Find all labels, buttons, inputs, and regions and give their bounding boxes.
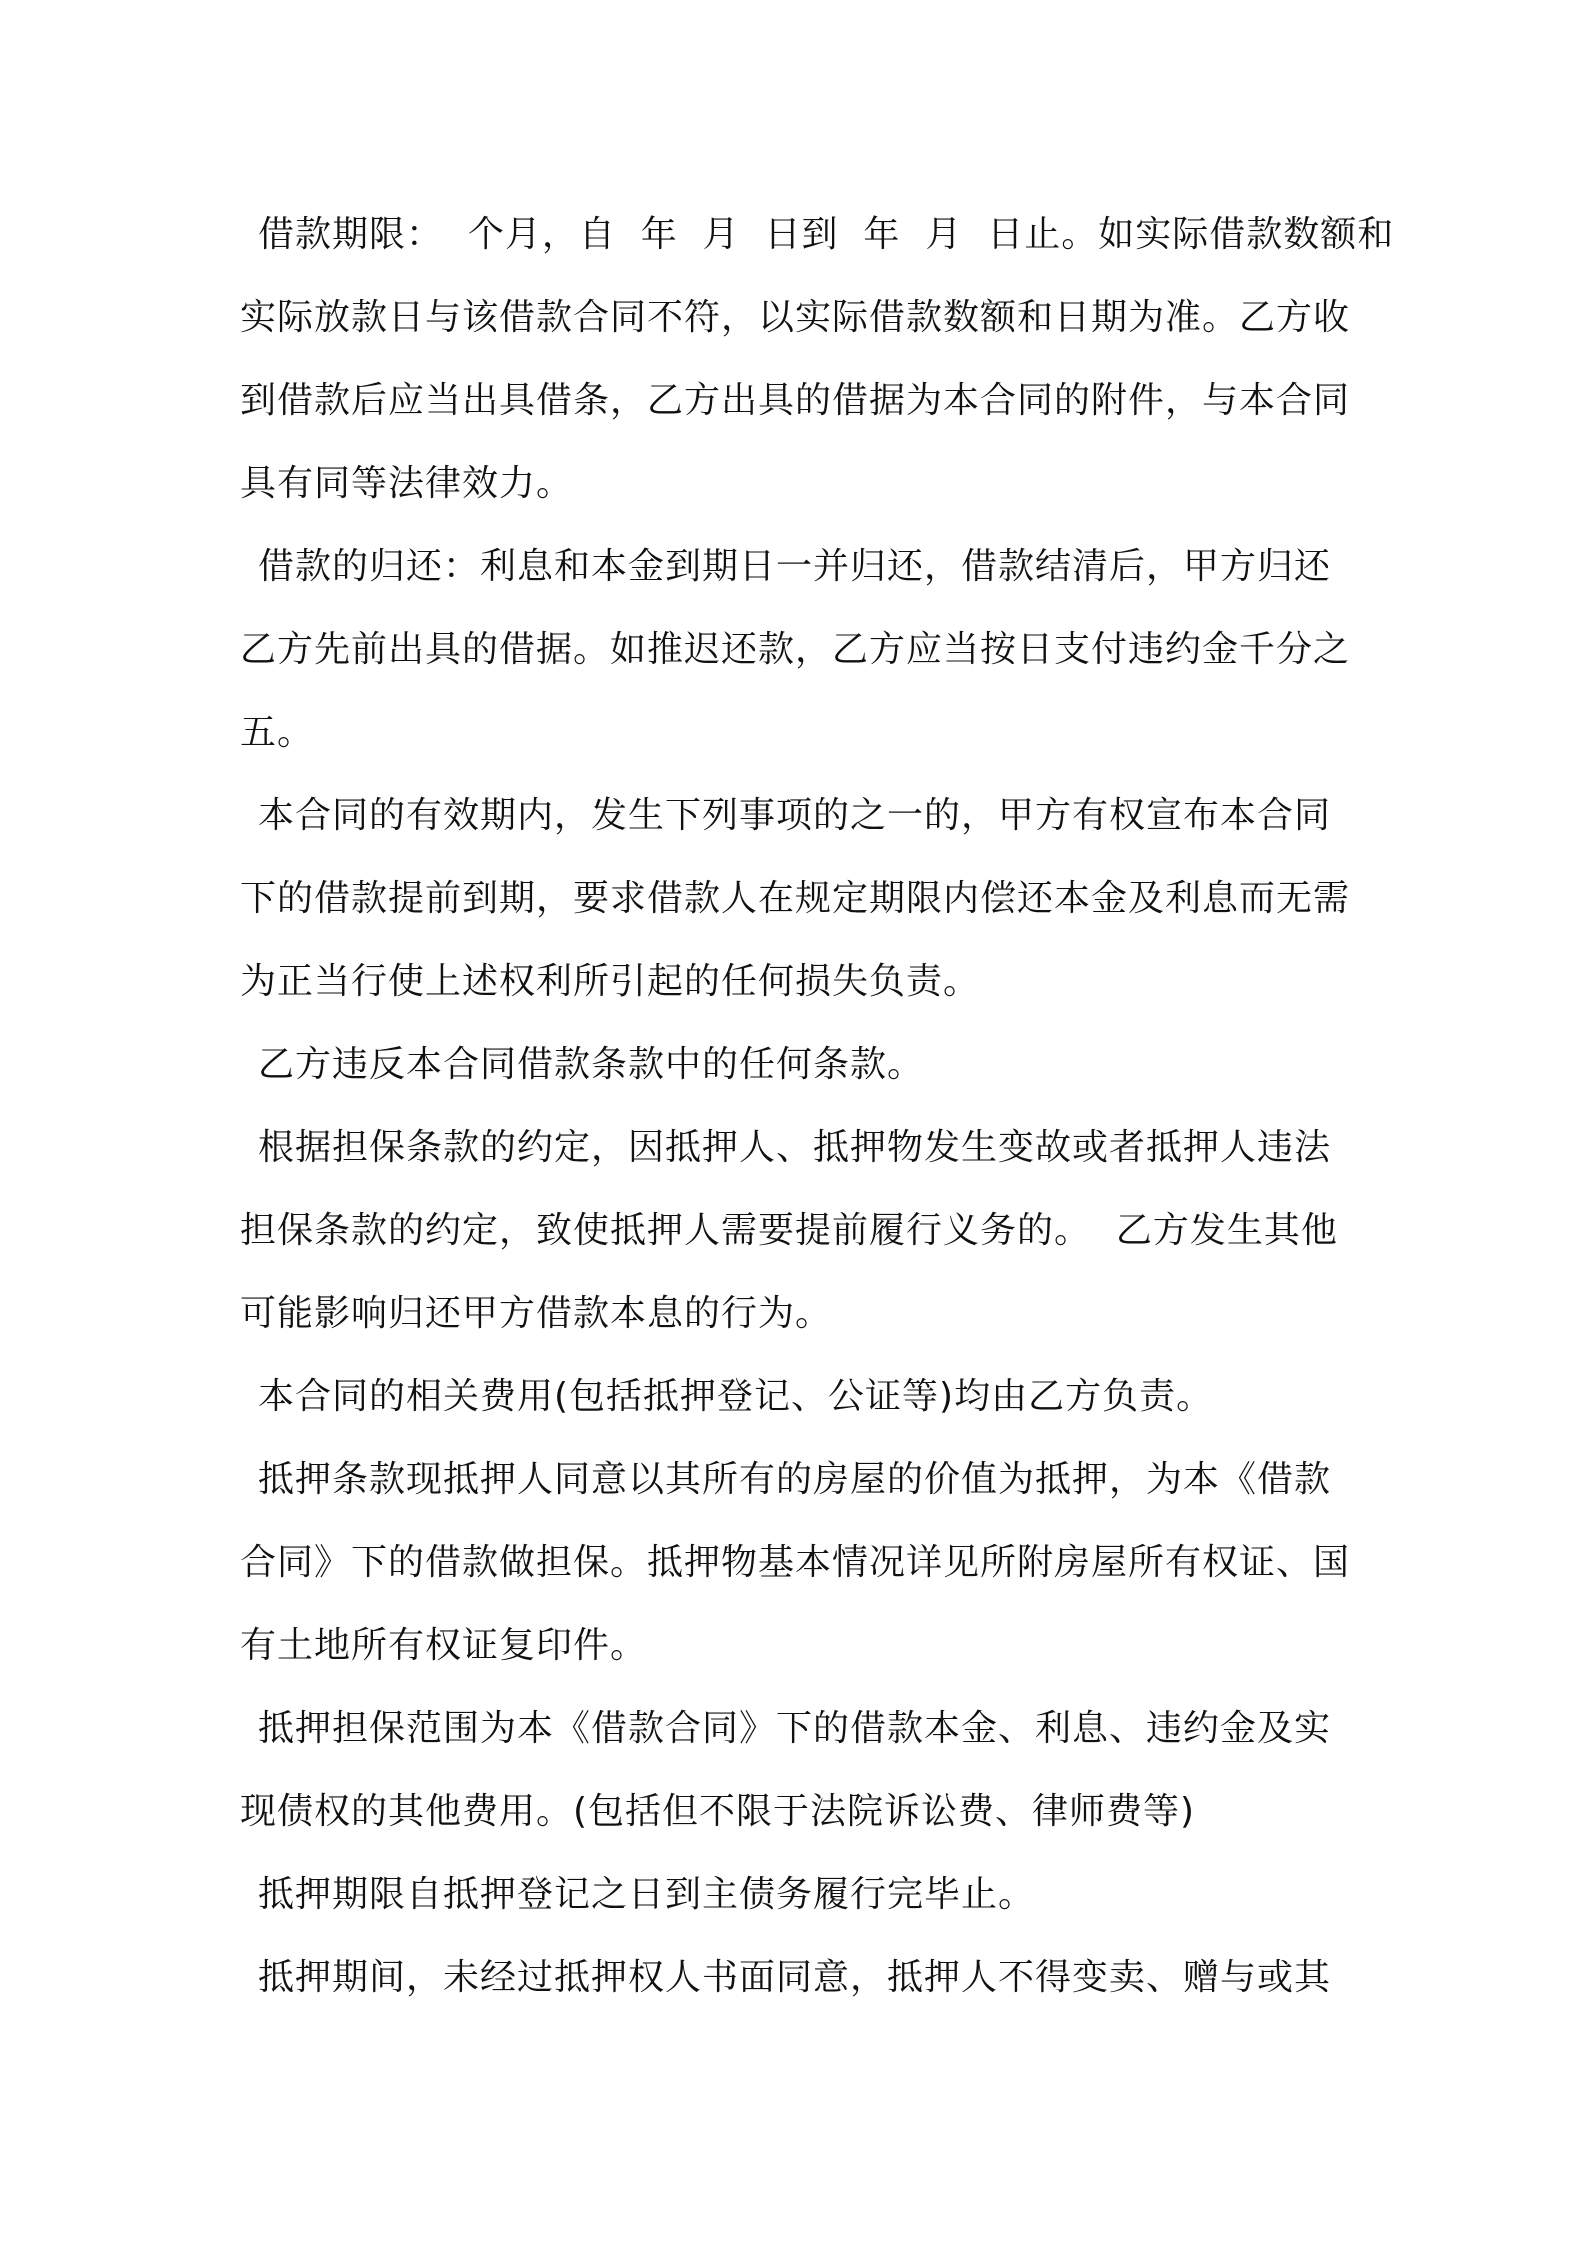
document-body — [240, 193, 1395, 2019]
paragraph-acceleration — [240, 774, 1350, 1023]
text-line: 本合同的相关费用(包括抵押登记、公证等)均由乙方负责。 — [258, 1376, 1214, 1417]
paragraph-loan-repayment — [240, 525, 1350, 774]
paragraph-breach — [240, 1023, 1350, 1106]
text-line: 合同》下的借款做担保。抵押物基本情况详见所附房屋所有权证、国 — [240, 1542, 1351, 1583]
text-line: 乙方违反本合同借款条款中的任何条款。 — [258, 1044, 925, 1085]
text-line: 本合同的有效期内，发生下列事项的之一的，甲方有权宣布本合同 — [258, 795, 1332, 836]
paragraph-mortgage-period — [240, 1936, 1350, 2019]
text-line: 借款的归还：利息和本金到期日一并归还，借款结清后，甲方归还 — [258, 546, 1332, 587]
paragraph-mortgage-term — [240, 1853, 1350, 1936]
paragraph-mortgage-clause — [240, 1438, 1350, 1687]
text-line: 有土地所有权证复印件。 — [240, 1625, 648, 1666]
text-line: 为正当行使上述权利所引起的任何损失负责。 — [240, 961, 981, 1002]
text-line: 具有同等法律效力。 — [240, 463, 574, 504]
text-line: 担保条款的约定，致使抵押人需要提前履行义务的。 乙方发生其他 — [240, 1210, 1338, 1251]
text-line: 抵押担保范围为本《借款合同》下的借款本金、利息、违约金及实 — [258, 1708, 1332, 1749]
text-line: 乙方先前出具的借据。如推迟还款，乙方应当按日支付违约金千分之 — [240, 629, 1351, 670]
text-line: 下的借款提前到期，要求借款人在规定期限内偿还本金及利息而无需 — [240, 878, 1351, 919]
paragraph-guarantee-scope — [240, 1687, 1350, 1853]
text-line: 可能影响归还甲方借款本息的行为。 — [240, 1293, 833, 1334]
paragraph-fees — [240, 1355, 1350, 1438]
text-line: 借款期限： 个月，自 年 月 日到 年 月 日止。如实际借款数额和 — [258, 214, 1395, 255]
text-line: 根据担保条款的约定，因抵押人、抵押物发生变故或者抵押人违法 — [258, 1127, 1332, 1168]
text-line: 五。 — [240, 712, 315, 753]
text-line: 实际放款日与该借款合同不符，以实际借款数额和日期为准。乙方收 — [240, 297, 1351, 338]
text-line: 抵押期间，未经过抵押权人书面同意，抵押人不得变卖、赠与或其 — [258, 1957, 1332, 1998]
text-line: 到借款后应当出具借条，乙方出具的借据为本合同的附件，与本合同 — [240, 380, 1351, 421]
text-line: 抵押期限自抵押登记之日到主债务履行完毕止。 — [258, 1874, 1036, 1915]
text-line: 现债权的其他费用。(包括但不限于法院诉讼费、律师费等) — [240, 1791, 1196, 1832]
text-line: 抵押条款现抵押人同意以其所有的房屋的价值为抵押，为本《借款 — [258, 1459, 1332, 1500]
paragraph-loan-term — [240, 193, 1395, 525]
paragraph-guarantee-change — [240, 1106, 1350, 1355]
